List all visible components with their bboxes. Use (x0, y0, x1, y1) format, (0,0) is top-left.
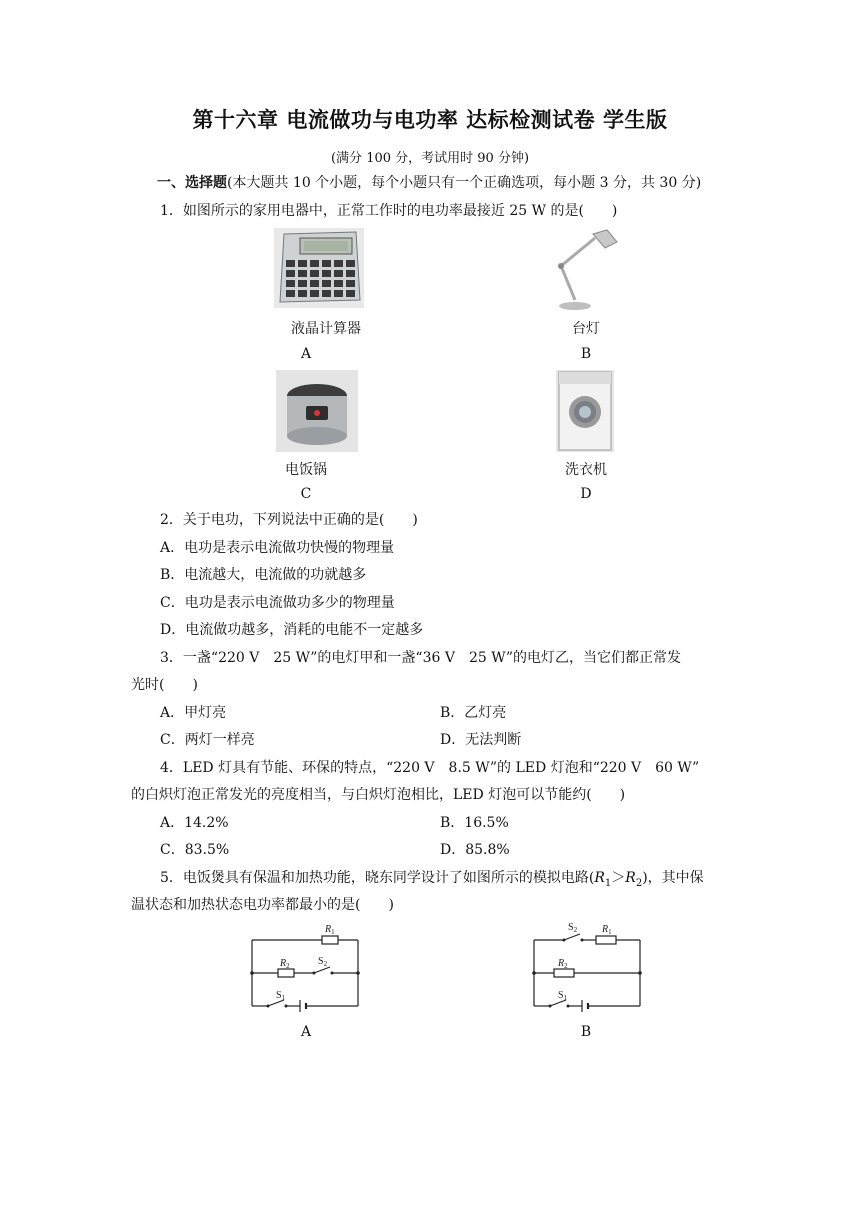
q3-option-c: C．两灯一样亮 (160, 732, 255, 748)
q4-stem-line2: 的白炽灯泡正常发光的亮度相当，与白炽灯泡相比，LED 灯泡可以节能约( ) (131, 787, 626, 803)
circuit-a-diagram (240, 920, 370, 1020)
q4-option-c: C．83.5% (160, 842, 230, 858)
q5-r1-symbol: R (594, 870, 605, 886)
q1-stem: 1．如图所示的家用电器中，正常工作时的电功率最接近 25 W 的是( ) (160, 203, 618, 219)
q3-option-b: B．乙灯亮 (440, 705, 507, 721)
section-note: (本大题共 10 个小题，每个小题只有一个正确选项，每小题 3 分，共 30 分) (227, 175, 702, 191)
q1-option-b-letter: B (580, 346, 592, 362)
q4-option-b: B．16.5% (440, 815, 509, 831)
q1-option-b-name: 台灯 (572, 321, 600, 337)
page-title: 第十六章 电流做功与电功率 达标检测试卷 学生版 (192, 108, 668, 132)
q1-option-c-name: 电饭锅 (285, 462, 327, 478)
q5-r1-sub: 1 (604, 877, 612, 889)
circuit-a-s1-label: $S_1$ (276, 990, 286, 1002)
q5-stem-text-b: )，其中保 (642, 870, 704, 886)
circuit-a-s2-label: $S_2$ (318, 956, 328, 968)
q3-option-a: A．甲灯亮 (160, 705, 227, 721)
q4-option-d: D．85.8% (440, 842, 510, 858)
q3-stem-line2: 光时( ) (131, 677, 198, 693)
q4-stem-line1: 4．LED 灯具有节能、环保的特点，“220 V 8.5 W”的 LED 灯泡和“220 V 60 W” (160, 760, 700, 776)
section-title: 一、选择题 (157, 175, 227, 191)
q2-option-a: A．电功是表示电流做功快慢的物理量 (160, 540, 395, 556)
q4-option-a: A．14.2% (160, 815, 229, 831)
q3-option-d: D．无法判断 (440, 732, 522, 748)
circuit-b-r1-label: $R_1$ (602, 924, 612, 936)
desk-lamp-image (545, 226, 625, 312)
q1-option-a-name: 液晶计算器 (291, 321, 361, 337)
circuit-b-r2-label: $R_2$ (558, 958, 568, 970)
q5-r2-sub: 2 (635, 877, 643, 889)
q5-stem-text-a: 5．电饭煲具有保温和加热功能，晓东同学设计了如图所示的模拟电路( (160, 870, 595, 886)
q2-stem: 2．关于电功，下列说法中正确的是( ) (160, 512, 418, 528)
q2-option-d: D．电流做功越多，消耗的电能不一定越多 (160, 622, 424, 638)
circuit-a-r2-label: $R_2$ (280, 958, 290, 970)
q2-option-c: C．电功是表示电流做功多少的物理量 (160, 595, 395, 611)
calculator-image (274, 228, 364, 308)
q1-option-d-name: 洗衣机 (565, 462, 607, 478)
circuit-b-s1-label: $S_1$ (558, 990, 568, 1002)
q5-stem-line1 (160, 868, 704, 894)
circuit-a-r1-label: $R_1$ (325, 924, 335, 936)
q5-r2-symbol: R (625, 870, 636, 886)
circuit-b-s2-label: $S_2$ (568, 922, 578, 934)
q5-stem-line2: 温状态和加热状态电功率都最小的是( ) (131, 897, 394, 913)
q1-option-c-letter: C (300, 486, 312, 502)
washing-machine-image (556, 370, 614, 452)
q1-option-d-letter: D (580, 486, 592, 502)
q5-gt-symbol: ＞ (611, 870, 626, 886)
q3-stem-line1: 3．一盏“220 V 25 W”的电灯甲和一盏“36 V 25 W”的电灯乙，当它们都正常发 (160, 650, 682, 666)
rice-cooker-image (276, 370, 358, 452)
q1-option-a-letter: A (300, 346, 312, 362)
page-subtitle: (满分 100 分，考试用时 90 分钟) (330, 151, 530, 166)
section-heading (157, 173, 701, 193)
circuit-b-letter: B (580, 1024, 592, 1040)
q2-option-b: B．电流越大，电流做的功就越多 (160, 567, 367, 583)
circuit-a-letter: A (300, 1024, 312, 1040)
circuit-b-diagram (522, 920, 652, 1020)
